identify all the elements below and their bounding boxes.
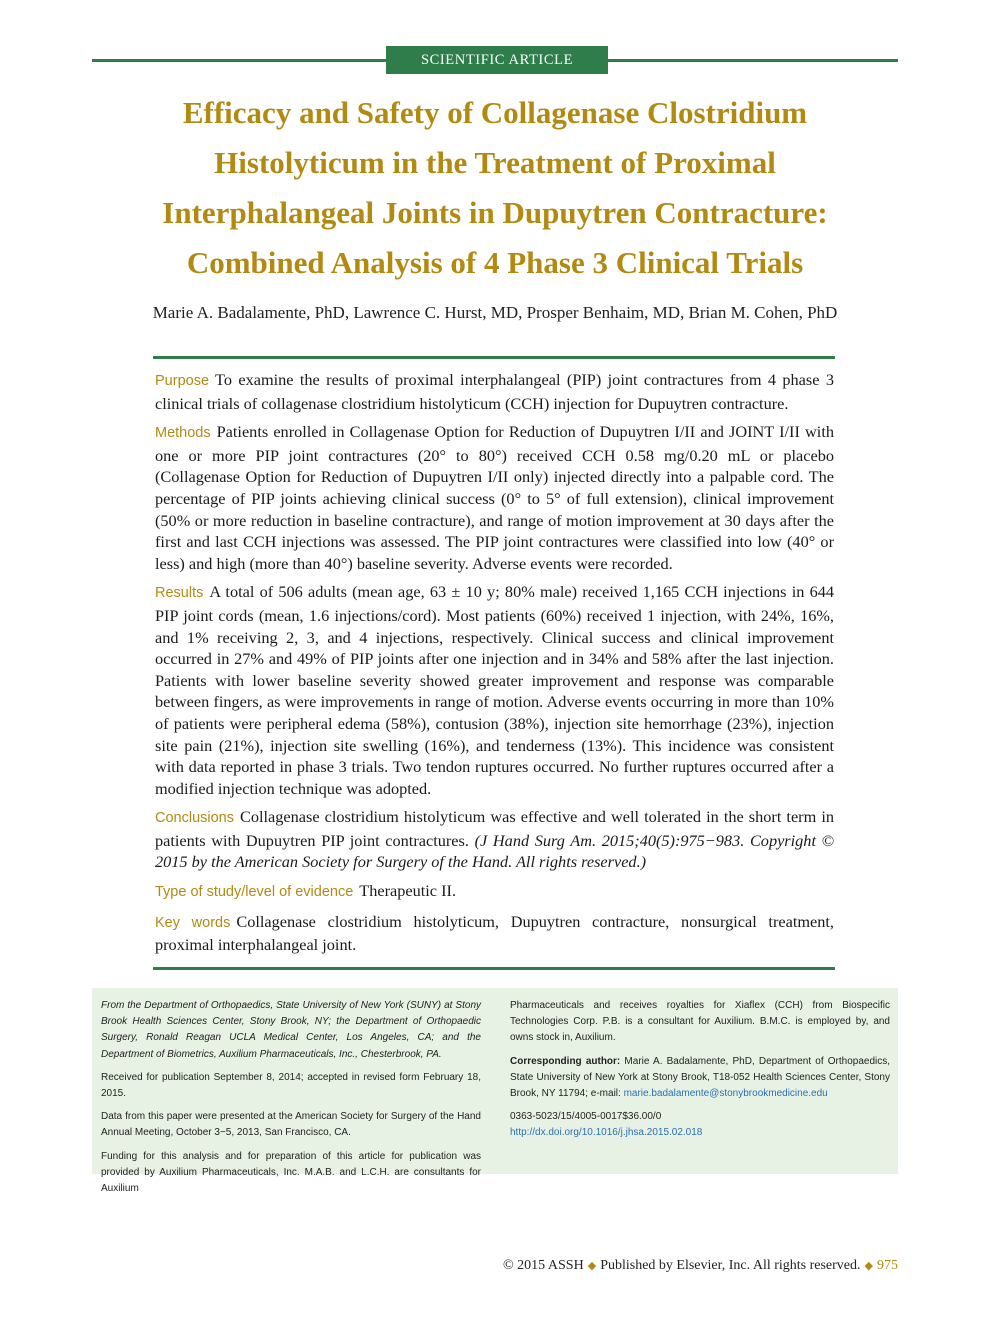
purpose-label: Purpose [155, 373, 210, 389]
title-line: Interphalangeal Joints in Dupuytren Contracture: [162, 195, 828, 230]
identifiers [510, 1109, 890, 1141]
presentation-note: Data from this paper were presented at the American Society for Surgery of the Hand Annual Meeting, October 3−5, 2013, San Francisco, CA. [101, 1111, 481, 1139]
corresponding-text: Marie A. Badalamente, PhD, Department of Orthopaedics, State University of New York at Stony Brook, T18-052 Health Sciences Center, Stony Brook, NY 11794; e-mail: [510, 1055, 891, 1100]
citation: (J Hand Surg Am. 2015;40(5):975−983. Copyright © 2015 by the American Society for Surgery of the Hand. All rights reserved.) [155, 830, 835, 872]
type-of-study-label: Type of study/level of evidence [155, 884, 354, 901]
article-title [100, 88, 890, 288]
diamond-separator-icon: ◆ [864, 1260, 873, 1272]
abstract-results [155, 581, 834, 799]
funding-note-continued: Pharmaceuticals and receives royalties for Xiaflex (CCH) from Biospecific Technologies Corp. P.B. is a consultant for Auxilium. B.M.C. is employed by, and owns stock in, Auxilium. [510, 1000, 890, 1044]
author-list: Marie A. Badalamente, PhD, Lawrence C. Hurst, MD, Prosper Benhaim, MD, Brian M. Cohen, PhD [152, 303, 838, 322]
title-line: Efficacy and Safety of Collagenase Clostridium [182, 95, 808, 130]
type-of-study-text: Therapeutic II. [359, 881, 457, 901]
section-badge: SCIENTIFIC ARTICLE [386, 46, 608, 74]
keywords-label: Key words [155, 914, 231, 931]
info-column-right [510, 998, 890, 1149]
abstract-conclusions [155, 806, 834, 873]
methods-text: Patients enrolled in Collagenase Option for Reduction of Dupuytren I/II and JOINT I/II with one or more PIP joint contractures (20° to 80°) received CCH 0.58 mg/0.20 mL or placebo (Collagenase Option for Reduction of Dupuytren I/II only) injected directly into a palpable cord. The percentage of PIP joints achieving clinical success (0° to 5° of full extension), clinical improvement (50% or more reduction in baseline contracture), and range of motion improvement at 30 days after the first and last CCH injections was assessed. The PIP joint contractures were classified into low (40° or less) and high (more than 40°) baseline severity. Adverse events were recorded. [155, 422, 834, 573]
doi-link[interactable]: http://dx.doi.org/10.1016/j.jhsa.2015.02.018 [510, 1127, 703, 1139]
corresponding-label: Corresponding author: [510, 1055, 621, 1067]
abstract-keywords [155, 911, 834, 956]
diamond-separator-icon: ◆ [587, 1260, 597, 1272]
title-line: Histolyticum in the Treatment of Proximal [214, 145, 776, 180]
abstract-methods [155, 421, 834, 574]
page-footer [503, 1258, 898, 1274]
title-line: Combined Analysis of 4 Phase 3 Clinical Trials [186, 245, 804, 280]
info-column-left [101, 998, 481, 1204]
affiliation: From the Department of Orthopaedics, State University of New York (SUNY) at Stony Brook Health Sciences Center, Stony Brook, NY; the Department of Orthopaedic Surgery, Ronald Reagan UCLA Medical Center, Los Angeles, CA; and the Department of Biometrics, Auxilium Pharmaceuticals, Inc., Chesterbrook, PA. [101, 1000, 481, 1060]
funding-note: Funding for this analysis and for preparation of this article for publication was provided by Auxilium Pharmaceuticals, Inc. M.A.B. and L.C.H. are consultants for Auxilium [101, 1150, 481, 1195]
article-info-box [92, 988, 898, 1195]
email-link[interactable]: marie.badalamente@stonybrookmedicine.edu [623, 1088, 828, 1100]
purpose-text: To examine the results of proximal interphalangeal (PIP) joint contractures from 4 phase 3 clinical trials of collagenase clostridium histolyticum (CCH) injection for Dupuytren contracture. [155, 370, 834, 413]
results-label: Results [155, 585, 204, 602]
abstract-purpose [155, 369, 834, 414]
results-text: A total of 506 adults (mean age, 63 ± 10 y; 80% male) received 1,165 CCH injections in 644 PIP joint cords (mean, 1.6 injections/cord). Most patients (60%) received 1 injection, with 24%, 16%, and 1% receiving 2, 3, and 4 injections, respectively. Clinical success and clinical improvement occurred in 27% and 49% of PIP joints after one injection and in 34% and 58% after the last injection. Patients with lower baseline severity showed greater improvement and response was comparable between fingers, as were improvements in range of motion. Adverse events occurring in more than 10% of patients were peripheral edema (58%), contusion (38%), injection site hemorrhage (23%), injection site pain (21%), injection site swelling (16%), and tenderness (13%). This incidence was consistent with data reported in phase 3 trials. Two tendon ruptures occurred. No further ruptures occurred after a modified injection technique was adopted. [155, 582, 834, 798]
corresponding-author [510, 1054, 890, 1103]
conclusions-label: Conclusions [155, 810, 234, 827]
abstract-top-rule [153, 356, 835, 359]
conclusions-text: Collagenase clostridium histolyticum was effective and well tolerated in the short term in patients with Dupuytren PIP joint contractures. [155, 807, 834, 850]
issn: 0363-5023/15/4005-0017$36.00/0 [510, 1111, 662, 1123]
methods-label: Methods [155, 425, 211, 442]
abstract [155, 369, 834, 963]
abstract-bottom-rule [153, 967, 835, 970]
footer-publisher: Published by Elsevier, Inc. All rights reserved. [600, 1258, 861, 1273]
abstract-type-of-study [155, 880, 834, 904]
page-number: 975 [877, 1258, 898, 1273]
received-dates: Received for publication September 8, 2014; accepted in revised form February 18, 2015. [101, 1071, 481, 1100]
footer-copyright: © 2015 ASSH [503, 1258, 584, 1273]
keywords-text: Collagenase clostridium histolyticum, Dupuytren contracture, nonsurgical treatment, proximal interphalangeal joint. [155, 911, 834, 955]
